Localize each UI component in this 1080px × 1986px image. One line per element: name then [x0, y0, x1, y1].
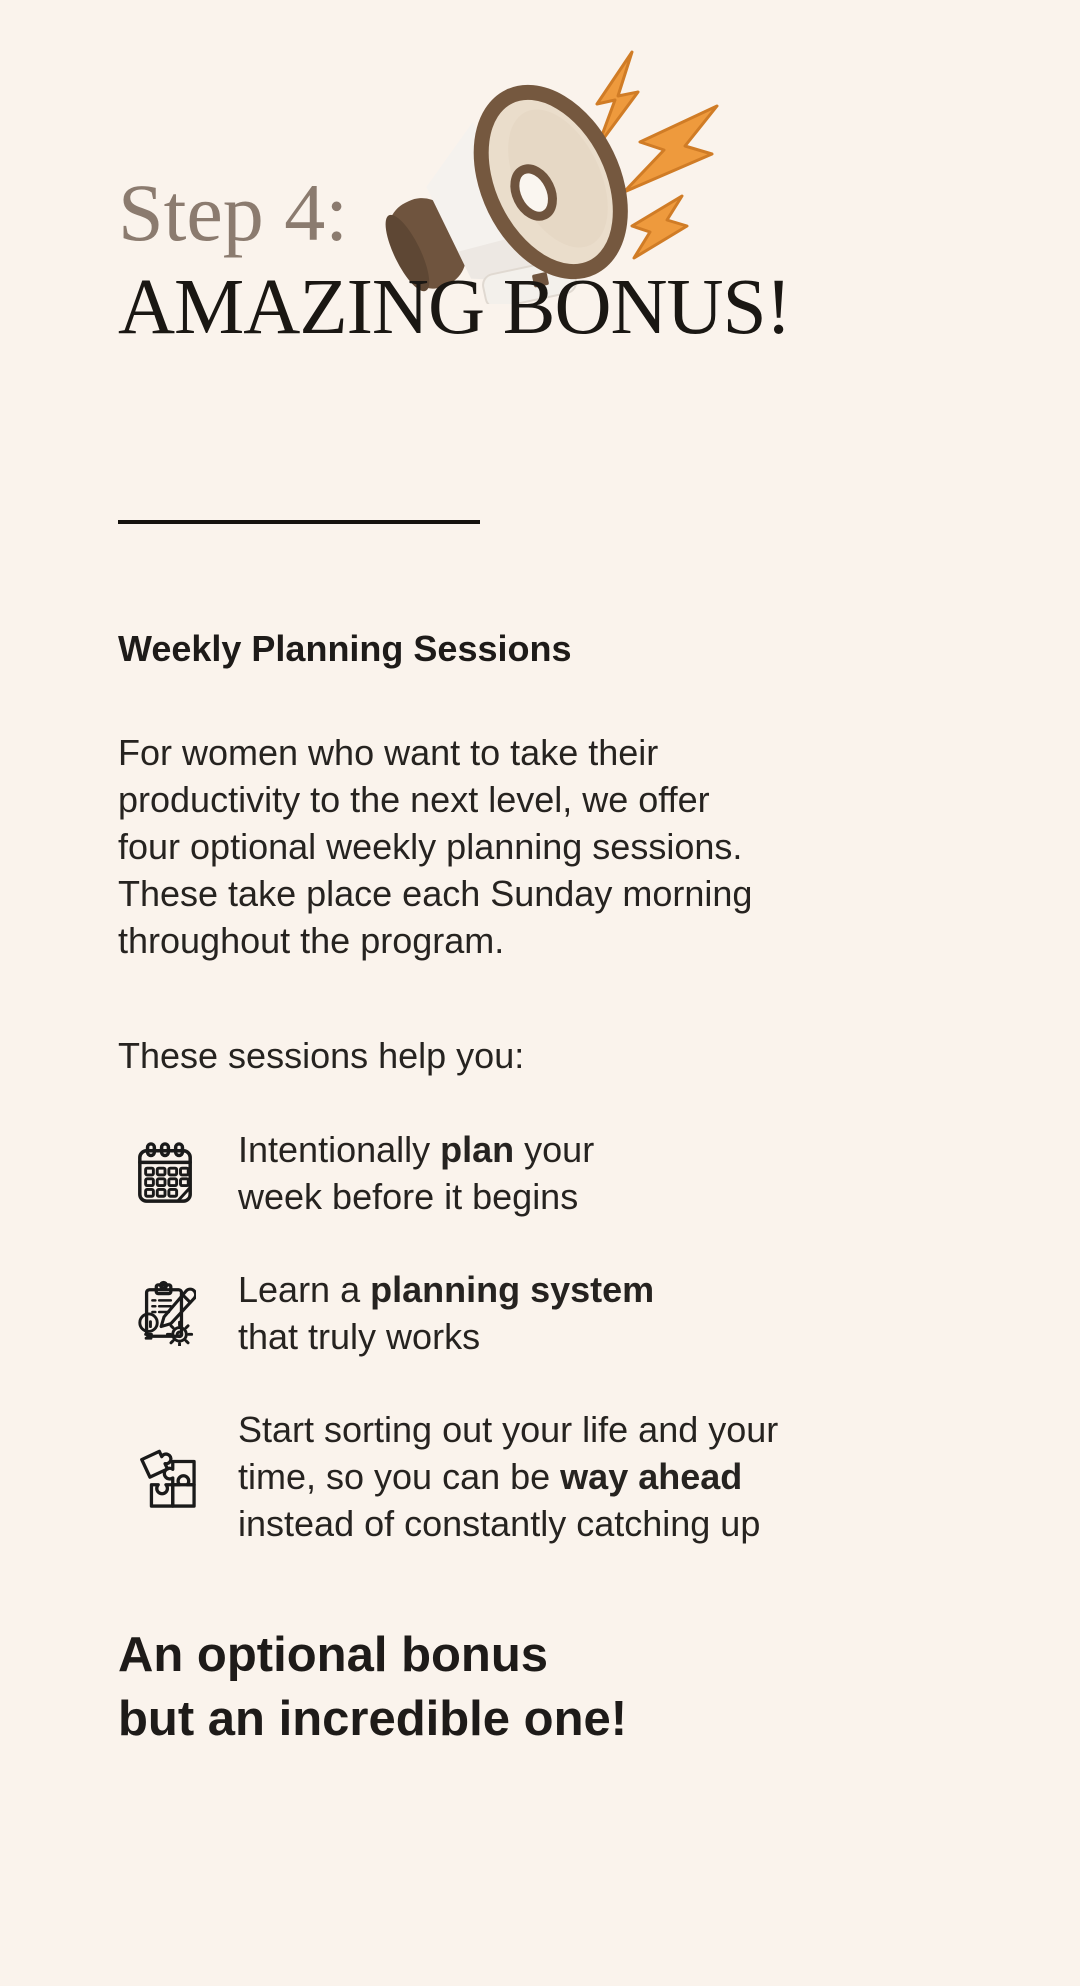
outro-heading	[118, 1623, 998, 1751]
benefit-text-bold: planning system	[370, 1269, 655, 1310]
intro-paragraph	[118, 729, 998, 964]
benefit-text	[238, 1406, 778, 1547]
outro-line: An optional bonus	[118, 1628, 549, 1682]
benefit-text-bold: plan	[440, 1129, 515, 1170]
benefit-text	[238, 1266, 654, 1360]
section-heading: Weekly Planning Sessions	[118, 628, 572, 669]
page-title: AMAZING BONUS!	[118, 264, 791, 351]
benefit-line	[238, 1453, 778, 1500]
benefit-text	[238, 1126, 594, 1220]
benefit-line	[238, 1406, 778, 1453]
list-intro: These sessions help you:	[118, 1035, 525, 1076]
intro-line: throughout the program.	[118, 920, 505, 961]
benefit-text-pre: that truly works	[238, 1316, 481, 1357]
benefit-item	[118, 1126, 998, 1220]
benefit-text-pre: Start sorting out your life and your	[238, 1409, 779, 1450]
step-label: Step 4:	[118, 167, 349, 258]
benefit-text-pre: time, so you can be	[238, 1456, 561, 1497]
benefit-text-pre: week before it begins	[238, 1176, 579, 1217]
benefit-line	[238, 1266, 654, 1313]
benefit-text-bold: way ahead	[560, 1456, 743, 1497]
benefit-item	[118, 1406, 998, 1547]
benefit-text-pre: Intentionally	[238, 1129, 441, 1170]
benefit-text-pre: Learn a	[238, 1269, 371, 1310]
benefit-line	[238, 1500, 778, 1547]
intro-line: four optional weekly planning sessions.	[118, 826, 743, 867]
benefit-text-post: your	[514, 1129, 595, 1170]
planning-tools-icon	[134, 1280, 196, 1346]
calendar-icon	[134, 1140, 196, 1206]
puzzle-icon	[134, 1444, 196, 1510]
divider	[118, 520, 480, 524]
intro-line: productivity to the next level, we offer	[118, 779, 710, 820]
outro-line: but an incredible one!	[118, 1692, 628, 1746]
benefit-line	[238, 1173, 594, 1220]
intro-line: These take place each Sunday morning	[118, 873, 753, 914]
benefit-line	[238, 1126, 594, 1173]
benefit-item	[118, 1266, 998, 1360]
benefit-line	[238, 1313, 654, 1360]
intro-line: For women who want to take their	[118, 732, 659, 773]
benefit-text-pre: instead of constantly catching up	[238, 1503, 761, 1544]
benefits-list	[118, 1126, 998, 1547]
